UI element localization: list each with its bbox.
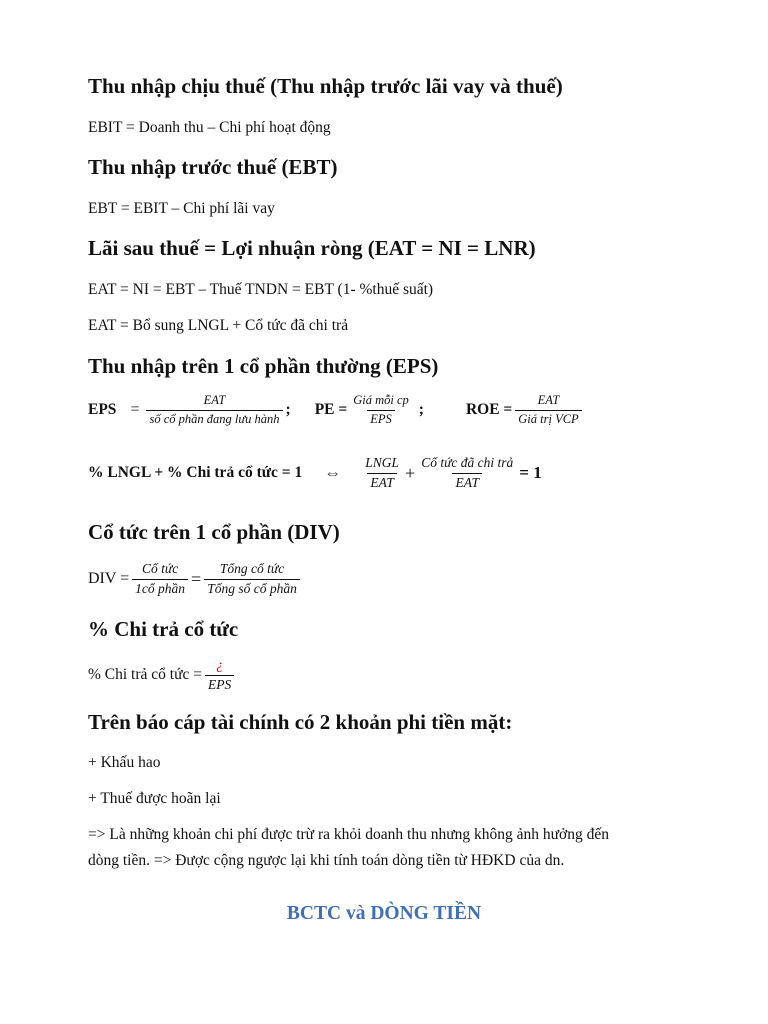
bullet-depreciation: + Khấu hao [88,754,161,771]
div-denominator-2: Tổng số cổ phần [204,579,300,597]
heading-eat: Lãi sau thuế = Lợi nhuận ròng (EAT = NI = LNR) [88,236,536,260]
heading-eps: Thu nhập trên 1 cổ phần thường (EPS) [88,354,439,378]
pe-numerator: Giá mỗi cp [353,393,409,407]
lngl-left-side: % LNGL + % Chi trả cổ tức = 1 [88,464,303,482]
div-fraction-2 [204,562,300,597]
plus-sign: + [405,462,416,483]
pe-denominator: EPS [367,410,395,427]
separator: ; [418,401,424,419]
div-numerator-1: Cổ tức [141,561,179,576]
equals-one: = 1 [519,463,542,483]
separator: ; [285,401,291,419]
dividend-paid-denominator: EAT [452,473,482,491]
payout-label: % Chi trả cổ tức = [88,666,202,684]
explanation-line-1: => Là những khoản chi phí được trừ ra khỏi doanh thu nhưng không ảnh hưởng đến [88,826,609,843]
eps-fraction [146,394,282,427]
div-fraction-1 [132,562,188,597]
roe-fraction [515,394,581,427]
footer-heading: BCTC và DÒNG TIỀN [286,903,482,924]
lngl-numerator: LNGL [365,455,400,470]
heading-div: Cổ tức trên 1 cổ phần (DIV) [88,520,340,544]
lngl-denominator: EAT [367,473,397,491]
eat-formula-2: EAT = Bổ sung LNGL + Cổ tức đã chi trả [88,317,349,334]
heading-noncash: Trên báo cáp tài chính có 2 khoản phi tiền mặt: [88,710,513,734]
heading-ebt: Thu nhập trước thuế (EBT) [88,155,338,179]
ebit-formula: EBIT = Doanh thu – Chi phí hoạt động [88,119,331,136]
payout-fraction [205,658,234,693]
lngl-payout-formula [88,456,542,491]
payout-denominator: EPS [205,675,234,693]
pe-fraction [350,394,412,427]
equals-sign: = [130,401,140,419]
div-label: DIV = [88,570,130,588]
eps-pe-roe-formulas [88,394,585,427]
div-formula [88,562,303,597]
dividend-paid-fraction [418,456,516,491]
noncash-explanation [88,822,688,874]
div-denominator-1: 1cổ phần [132,579,188,597]
lngl-fraction [362,456,402,491]
heading-taxable-income: Thu nhập chịu thuế (Thu nhập trước lãi vay và thuế) [88,74,563,98]
payout-numerator: ¿ [216,657,223,672]
eps-numerator: EAT [203,393,226,407]
dividend-paid-numerator: Cổ tức đã chi trả [421,455,514,470]
heading-payout: % Chi trả cổ tức [88,617,239,641]
ebt-formula: EBT = EBIT – Chi phí lãi vay [88,200,275,217]
eps-denominator: số cổ phần đang lưu hành [146,410,282,427]
explanation-line-2: dòng tiền. => Được cộng ngược lại khi tính toán dòng tiền từ HĐKD của dn. [88,852,565,869]
eps-label: EPS [88,401,117,419]
bullet-deferred-tax: + Thuế được hoãn lại [88,790,221,807]
payout-formula [88,658,237,693]
equals-sign: = [191,568,202,589]
pe-label: PE = [314,401,348,419]
roe-numerator: EAT [537,393,560,407]
roe-label: ROE = [465,401,513,419]
equivalence-arrow-icon: ⇔ [324,463,342,483]
roe-denominator: Giá trị VCP [515,410,581,427]
eat-formula-1: EAT = NI = EBT – Thuế TNDN = EBT (1- %thuế suất) [88,281,434,298]
div-numerator-2: Tổng cổ tức [219,561,285,576]
